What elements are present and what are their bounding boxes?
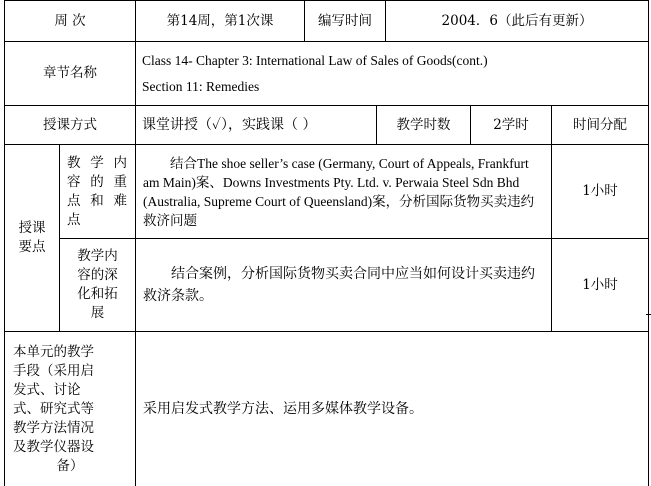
chapter-line-2: Section 11: Remedies (142, 78, 260, 94)
teaching-points-line-2: 要点 (18, 239, 46, 255)
key-points-content (135, 144, 552, 239)
key-points-label-line: 容 的 重 (67, 173, 127, 190)
week-label: 周 次 (4, 0, 136, 42)
key-points-label-line: 点 和 难 (67, 192, 127, 209)
deepening-text: 结合案例，分析国际货物买卖合同中应当如何设计买卖违约救济条款。 (143, 266, 535, 304)
teaching-method-label (4, 331, 136, 486)
deepening-label-line: 展 (90, 305, 105, 321)
time-allocation-label: 时间分配 (551, 105, 649, 145)
deepening-label (59, 238, 136, 332)
deepening-label-line: 化和拓 (77, 286, 118, 302)
key-points-label-line: 教 学 内 (67, 154, 127, 171)
key-points-time: 1小时 (551, 144, 649, 239)
chapter-name-label: 章节名称 (4, 41, 136, 106)
week-value: 第14周，第1次课 (135, 0, 305, 42)
key-points-label-line: 点 (67, 211, 81, 228)
right-margin-tick (646, 314, 651, 315)
teaching-points-line-1: 授课 (18, 220, 46, 236)
teaching-points-label (4, 144, 60, 332)
deepening-time: 1小时 (551, 238, 649, 332)
teaching-method-label-line: 备） (56, 457, 84, 474)
written-time-value: 2004．6（此后有更新） (385, 0, 649, 42)
teaching-method-label-line: 教学方法情况 (13, 419, 94, 436)
teaching-method-label-line: 发式、讨论 (13, 381, 81, 398)
key-points-label (59, 144, 136, 239)
teaching-method-label-line: 手段（采用启 (13, 362, 94, 379)
teaching-hours-value: 2学时 (470, 105, 552, 145)
key-points-text: 结合The shoe seller’s case (Germany, Court of Appeals, Frankfurt am Main)案、Downs Investments Pty. Ltd. v. Perwaia Steel Sdn Bhd (Australia, Supreme Court of Queensland)案，分析国际货物买卖违约救济问题 (143, 155, 535, 228)
teaching-mode-value: 课堂讲授（✓），实践课（ ） (135, 105, 377, 145)
chapter-line-1: Class 14- Chapter 3: International Law of Sales of Goods(cont.) (142, 52, 488, 68)
teaching-method-label-line: 式、研究式等 (13, 400, 94, 417)
deepening-label-line: 容的深 (77, 267, 118, 283)
chapter-name-content (135, 41, 649, 106)
teaching-method-label-line: 本单元的教学 (13, 343, 94, 360)
written-time-label: 编写时间 (304, 0, 386, 42)
teaching-hours-label: 教学时数 (376, 105, 471, 145)
teaching-method-content: 采用启发式教学方法、运用多媒体教学设备。 (135, 331, 649, 486)
deepening-content (135, 238, 552, 332)
teaching-method-label-line: 及教学仪器设 (13, 438, 94, 455)
teaching-mode-label: 授课方式 (4, 105, 136, 145)
deepening-label-line: 教学内 (77, 248, 118, 264)
